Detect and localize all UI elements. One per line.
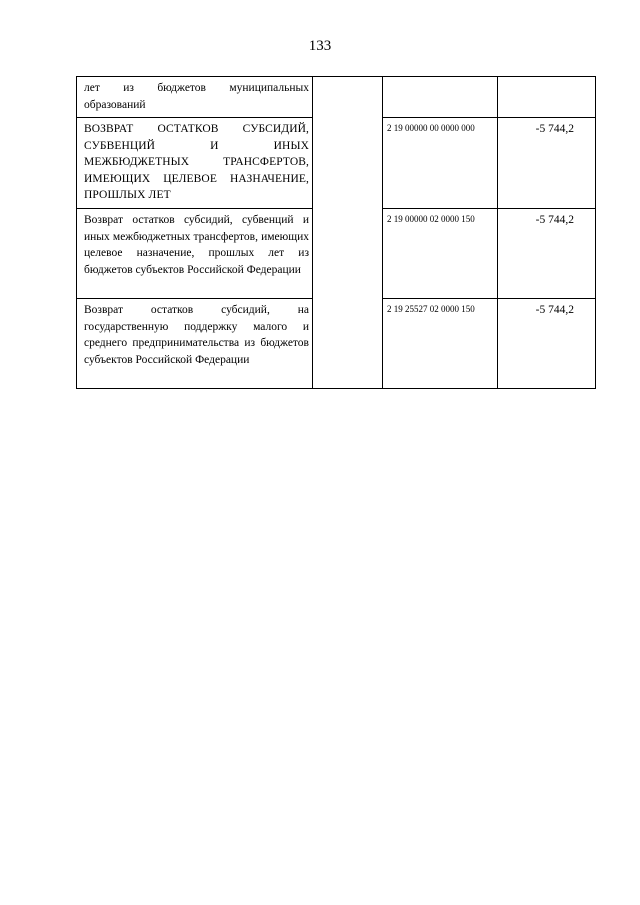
row-name-cell — [77, 77, 313, 118]
page-number: 133 — [308, 38, 332, 54]
row-amount: -5 744,2 — [535, 214, 574, 226]
row-name: Возврат остатков субсидий, субвенций и иных межбюджетных трансфертов, имеющих целевое назначение, прошлых лет из бюджетов субъектов Российской Федерации — [84, 214, 309, 276]
row-amount — [498, 77, 595, 80]
admin-code-cell — [313, 77, 383, 389]
row-code-cell — [383, 118, 498, 209]
row-name: лет из бюджетов муниципальных образований — [84, 82, 309, 111]
row-code: 2 19 00000 02 0000 150 — [387, 214, 475, 224]
row-code-cell — [383, 209, 498, 299]
row-amount: -5 744,2 — [535, 123, 574, 135]
row-amount-cell — [498, 118, 596, 209]
row-name: Возврат остатков субсидий, на государственную поддержку малого и среднего предпринимательства из бюджетов субъектов Российской Федерации — [84, 304, 309, 366]
row-code: 2 19 00000 00 0000 000 — [387, 123, 475, 133]
row-amount: -5 744,2 — [535, 304, 574, 316]
row-name-cell — [77, 209, 313, 299]
row-code: 2 19 25527 02 0000 150 — [387, 304, 475, 314]
row-code-cell — [383, 299, 498, 389]
row-amount-cell — [498, 299, 596, 389]
row-name-cell — [77, 118, 313, 209]
row-amount-cell — [498, 77, 596, 118]
row-amount-cell — [498, 209, 596, 299]
row-code — [383, 77, 497, 81]
row-name-cell — [77, 299, 313, 389]
budget-table — [76, 76, 596, 389]
row-name: ВОЗВРАТ ОСТАТКОВ СУБСИДИЙ, СУБВЕНЦИЙ И ИНЫХ МЕЖБЮДЖЕТНЫХ ТРАНСФЕРТОВ, ИМЕЮЩИХ ЦЕЛЕВОЕ НАЗНАЧЕНИЕ, ПРОШЛЫХ ЛЕТ — [84, 123, 309, 201]
table-row — [77, 77, 596, 118]
row-code-cell — [383, 77, 498, 118]
